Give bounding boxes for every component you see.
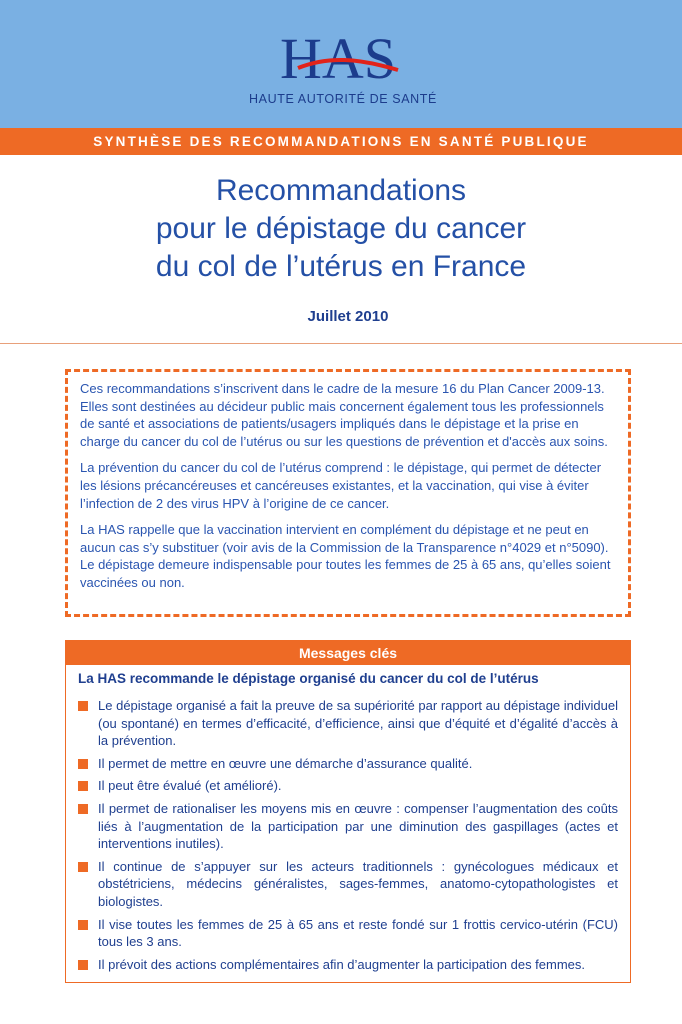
synthesis-banner: [0, 128, 682, 155]
square-bullet-icon: [78, 960, 88, 970]
list-item-text: Il vise toutes les femmes de 25 à 65 ans et reste fondé sur 1 frottis cervico-utérin (FCU) tous les 3 ans.: [98, 916, 618, 950]
list-item: [78, 916, 618, 951]
intro-paragraph-2: La prévention du cancer du col de l’utérus comprend : le dépistage, qui permet de détecter les lésions précancéreuses et cancéreuses existantes, et la vaccination, qui vise à éviter l’infection de 2 des virus HPV à l’origine de ce cancer.: [80, 460, 602, 511]
title-line-2: pour le dépistage du cancer: [155, 212, 527, 245]
list-item: [78, 697, 618, 750]
synthesis-banner-text: SYNTHÈSE DES RECOMMANDATIONS EN SANTÉ PUBLIQUE: [93, 134, 589, 149]
list-item-text: Le dépistage organisé a fait la preuve de sa supériorité par rapport au dépistage individuel (ou spontané) en termes d’efficacité, d’efficience, ainsi que d’équité et d’égalité d’accès à la prévention.: [98, 698, 618, 749]
logo-subtitle: HAUTE AUTORITÉ DE SANTÉ: [249, 92, 437, 106]
logo-text: HAS: [280, 26, 397, 88]
page-title: [0, 172, 682, 286]
intro-box: [65, 369, 631, 617]
title-line-3: du col de l’utérus en France: [155, 250, 527, 283]
square-bullet-icon: [78, 862, 88, 872]
has-logo-mark: [278, 26, 408, 88]
square-bullet-icon: [78, 781, 88, 791]
list-item-text: Il permet de rationaliser les moyens mis en œuvre : compenser l’augmentation des coûts liés à l’augmentation de la participation par une diminution des gaspillages (actes et interventions inutiles).: [98, 800, 618, 852]
list-item: [78, 956, 618, 974]
square-bullet-icon: [78, 701, 88, 711]
intro-paragraph-1: Ces recommandations s’inscrivent dans le cadre de la mesure 16 du Plan Cancer 2009-13. Elles sont destinées au décideur public mais concernent également tous les professionnels de santé et associations de patients/usagers impliqués dans le dépistage et la prise en charge du cancer du col de l’utérus ou sur les questions de prévention et d'accès aux soins.: [80, 381, 608, 449]
square-bullet-icon: [78, 804, 88, 814]
list-item-text: Il prévoit des actions complémentaires afin d’augmenter la participation des femmes.: [98, 956, 586, 972]
list-item-text: Il peut être évalué (et amélioré).: [98, 778, 282, 794]
square-bullet-icon: [78, 759, 88, 769]
has-logo: [238, 26, 448, 110]
key-messages-list: [66, 695, 630, 973]
square-bullet-icon: [78, 920, 88, 930]
key-messages-header: Messages clés: [66, 641, 630, 665]
header-band: [0, 0, 682, 128]
divider: [0, 343, 682, 344]
list-item: [78, 755, 618, 773]
list-item: [78, 777, 618, 795]
list-item: [78, 858, 618, 911]
key-messages-box: [65, 640, 631, 983]
title-line-1: Recommandations: [215, 174, 467, 207]
publication-date: Juillet 2010: [307, 308, 389, 325]
list-item-text: Il continue de s’appuyer sur les acteurs traditionnels : gynécologues médicaux et obstétriciens, médecins généralistes, sages-femmes, anatomo-cytopathologistes et biologistes.: [98, 858, 618, 909]
key-messages-subtitle: La HAS recommande le dépistage organisé du cancer du col de l’utérus: [78, 671, 539, 686]
list-item: [78, 800, 618, 853]
list-item-text: Il permet de mettre en œuvre une démarche d’assurance qualité.: [98, 755, 473, 771]
intro-paragraph-3: La HAS rappelle que la vaccination intervient en complément du dépistage et ne peut en aucun cas s’y substituer (voir avis de la Commission de la Transparence n°4029 et n°5090). Le dépistage demeure indispensable pour toutes les femmes de 25 à 65 ans, qu’elles soient vaccinées ou non.: [80, 522, 611, 590]
